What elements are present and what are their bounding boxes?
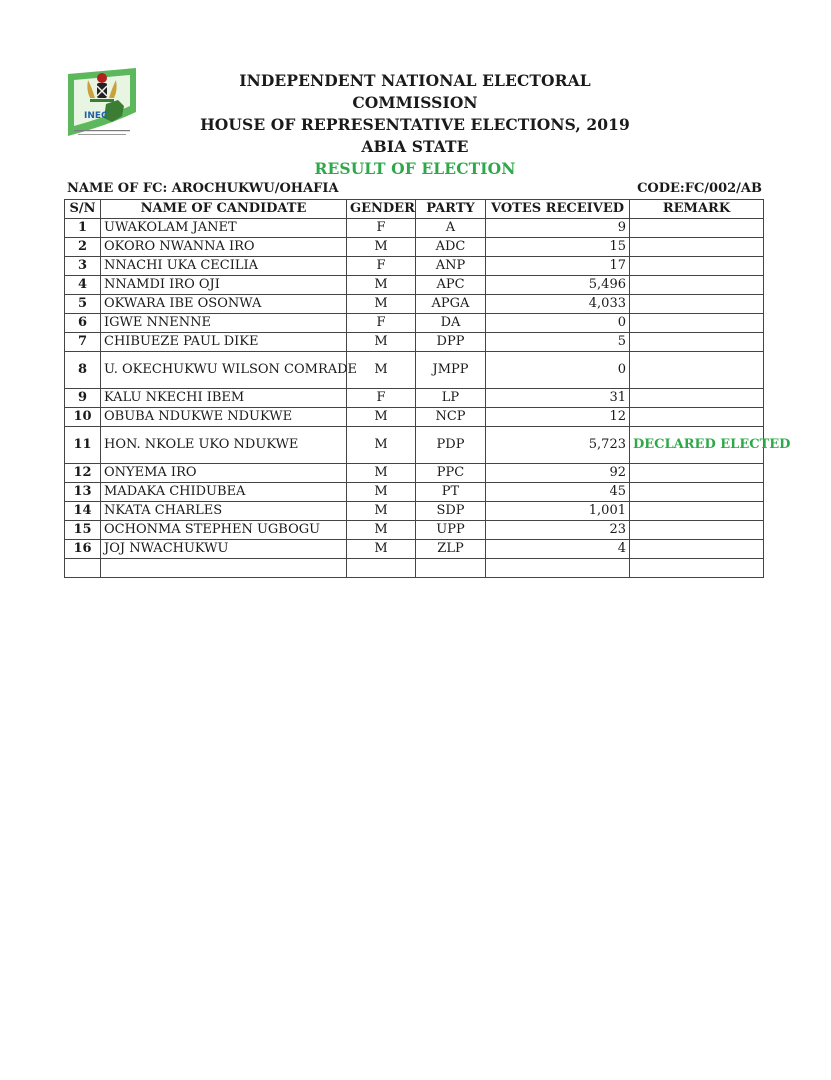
- table-row: [65, 333, 764, 352]
- cell-gender: M: [347, 464, 416, 483]
- cell-remark: [630, 295, 764, 314]
- cell-gender: M: [347, 540, 416, 559]
- cell-name: NNACHI UKA CECILIA: [101, 257, 347, 276]
- table-row: [65, 389, 764, 408]
- cell-party: LP: [416, 389, 486, 408]
- cell-remark: [630, 408, 764, 427]
- cell-votes: 45: [486, 483, 630, 502]
- constituency-name: NAME OF FC: AROCHUKWU/OHAFIA: [67, 181, 339, 196]
- table-row: [65, 352, 764, 389]
- cell-gender: M: [347, 408, 416, 427]
- cell-remark: [630, 559, 764, 578]
- header-remark: REMARK: [630, 200, 764, 219]
- cell-sn: 6: [65, 314, 101, 333]
- cell-gender: M: [347, 427, 416, 464]
- cell-gender: M: [347, 521, 416, 540]
- cell-gender: F: [347, 389, 416, 408]
- cell-sn: 10: [65, 408, 101, 427]
- cell-name: [101, 559, 347, 578]
- election-title: HOUSE OF REPRESENTATIVE ELECTIONS, 2019: [200, 115, 630, 134]
- constituency-info: [67, 181, 762, 196]
- cell-remark: [630, 540, 764, 559]
- cell-votes: 0: [486, 352, 630, 389]
- header-sn: S/N: [65, 200, 101, 219]
- table-row: [65, 408, 764, 427]
- cell-party: NCP: [416, 408, 486, 427]
- cell-party: PT: [416, 483, 486, 502]
- cell-votes: 15: [486, 238, 630, 257]
- cell-votes: 4: [486, 540, 630, 559]
- commission-title: INDEPENDENT NATIONAL ELECTORAL COMMISSION: [239, 71, 591, 112]
- cell-sn: 14: [65, 502, 101, 521]
- cell-votes: 1,001: [486, 502, 630, 521]
- cell-gender: F: [347, 219, 416, 238]
- cell-party: PPC: [416, 464, 486, 483]
- cell-name: KALU NKECHI IBEM: [101, 389, 347, 408]
- inec-logo-icon: [66, 66, 138, 142]
- cell-gender: [347, 559, 416, 578]
- cell-gender: F: [347, 314, 416, 333]
- cell-votes: 0: [486, 314, 630, 333]
- cell-party: ANP: [416, 257, 486, 276]
- cell-name: MADAKA CHIDUBEA: [101, 483, 347, 502]
- cell-sn: 5: [65, 295, 101, 314]
- table-row: [65, 257, 764, 276]
- cell-votes: 23: [486, 521, 630, 540]
- cell-name: IGWE NNENNE: [101, 314, 347, 333]
- header-candidate-name: NAME OF CANDIDATE: [101, 200, 347, 219]
- cell-remark: [630, 352, 764, 389]
- results-table: [64, 199, 791, 578]
- cell-name: OBUBA NDUKWE NDUKWE: [101, 408, 347, 427]
- cell-remark: [630, 502, 764, 521]
- cell-party: PDP: [416, 427, 486, 464]
- cell-name: CHIBUEZE PAUL DIKE: [101, 333, 347, 352]
- cell-party: APGA: [416, 295, 486, 314]
- cell-remark: [630, 257, 764, 276]
- cell-gender: M: [347, 352, 416, 389]
- cell-name: OCHONMA STEPHEN UGBOGU: [101, 521, 347, 540]
- header-votes: VOTES RECEIVED: [486, 200, 630, 219]
- cell-sn: 9: [65, 389, 101, 408]
- cell-remark: [630, 333, 764, 352]
- cell-sn: 16: [65, 540, 101, 559]
- cell-party: DPP: [416, 333, 486, 352]
- table-row: [65, 540, 764, 559]
- cell-party: [416, 559, 486, 578]
- cell-sn: 1: [65, 219, 101, 238]
- cell-sn: 11: [65, 427, 101, 464]
- cell-party: ADC: [416, 238, 486, 257]
- cell-votes: 17: [486, 257, 630, 276]
- cell-remark-declared: DECLARED ELECTED: [630, 427, 764, 464]
- table-row: [65, 295, 764, 314]
- cell-remark: [630, 521, 764, 540]
- header-gender: GENDER: [347, 200, 416, 219]
- cell-votes: 5,496: [486, 276, 630, 295]
- cell-sn: 15: [65, 521, 101, 540]
- cell-remark: [630, 238, 764, 257]
- cell-votes: 5: [486, 333, 630, 352]
- cell-gender: M: [347, 238, 416, 257]
- cell-votes: 92: [486, 464, 630, 483]
- table-row: [65, 521, 764, 540]
- cell-sn: 12: [65, 464, 101, 483]
- cell-remark: [630, 483, 764, 502]
- cell-votes: 31: [486, 389, 630, 408]
- table-row: [65, 464, 764, 483]
- cell-party: ZLP: [416, 540, 486, 559]
- table-row: [65, 238, 764, 257]
- cell-party: DA: [416, 314, 486, 333]
- cell-sn: [65, 559, 101, 578]
- cell-remark: [630, 314, 764, 333]
- cell-gender: M: [347, 483, 416, 502]
- cell-sn: 13: [65, 483, 101, 502]
- cell-gender: M: [347, 295, 416, 314]
- cell-gender: F: [347, 257, 416, 276]
- cell-party: SDP: [416, 502, 486, 521]
- cell-sn: 4: [65, 276, 101, 295]
- cell-votes: 9: [486, 219, 630, 238]
- table-row: [65, 483, 764, 502]
- cell-name: ONYEMA IRO: [101, 464, 347, 483]
- cell-sn: 8: [65, 352, 101, 389]
- cell-name: NKATA CHARLES: [101, 502, 347, 521]
- cell-sn: 7: [65, 333, 101, 352]
- table-row: [65, 427, 764, 464]
- table-row-empty: [65, 559, 764, 578]
- cell-remark: [630, 389, 764, 408]
- cell-party: JMPP: [416, 352, 486, 389]
- cell-votes: 5,723: [486, 427, 630, 464]
- document-header: [180, 70, 650, 180]
- table-header-row: [65, 200, 764, 219]
- state-title: ABIA STATE: [361, 137, 469, 156]
- table-row: [65, 276, 764, 295]
- cell-gender: M: [347, 502, 416, 521]
- table-row: [65, 314, 764, 333]
- cell-remark: [630, 464, 764, 483]
- cell-gender: M: [347, 333, 416, 352]
- result-title: RESULT OF ELECTION: [314, 159, 516, 178]
- cell-remark: [630, 219, 764, 238]
- table-row: [65, 219, 764, 238]
- cell-name: JOJ NWACHUKWU: [101, 540, 347, 559]
- table-row: [65, 502, 764, 521]
- cell-sn: 2: [65, 238, 101, 257]
- logo-label: INEC: [84, 111, 108, 121]
- cell-name: U. OKECHUKWU WILSON COMRADE: [101, 352, 347, 389]
- constituency-code: CODE:FC/002/AB: [637, 181, 762, 196]
- cell-name: UWAKOLAM JANET: [101, 219, 347, 238]
- cell-name: NNAMDI IRO OJI: [101, 276, 347, 295]
- cell-party: APC: [416, 276, 486, 295]
- cell-name: OKORO NWANNA IRO: [101, 238, 347, 257]
- inec-logo: [66, 66, 138, 142]
- cell-sn: 3: [65, 257, 101, 276]
- cell-name: HON. NKOLE UKO NDUKWE: [101, 427, 347, 464]
- header-party: PARTY: [416, 200, 486, 219]
- cell-votes: [486, 559, 630, 578]
- cell-remark: [630, 276, 764, 295]
- cell-party: UPP: [416, 521, 486, 540]
- cell-party: A: [416, 219, 486, 238]
- cell-votes: 12: [486, 408, 630, 427]
- cell-name: OKWARA IBE OSONWA: [101, 295, 347, 314]
- cell-votes: 4,033: [486, 295, 630, 314]
- cell-gender: M: [347, 276, 416, 295]
